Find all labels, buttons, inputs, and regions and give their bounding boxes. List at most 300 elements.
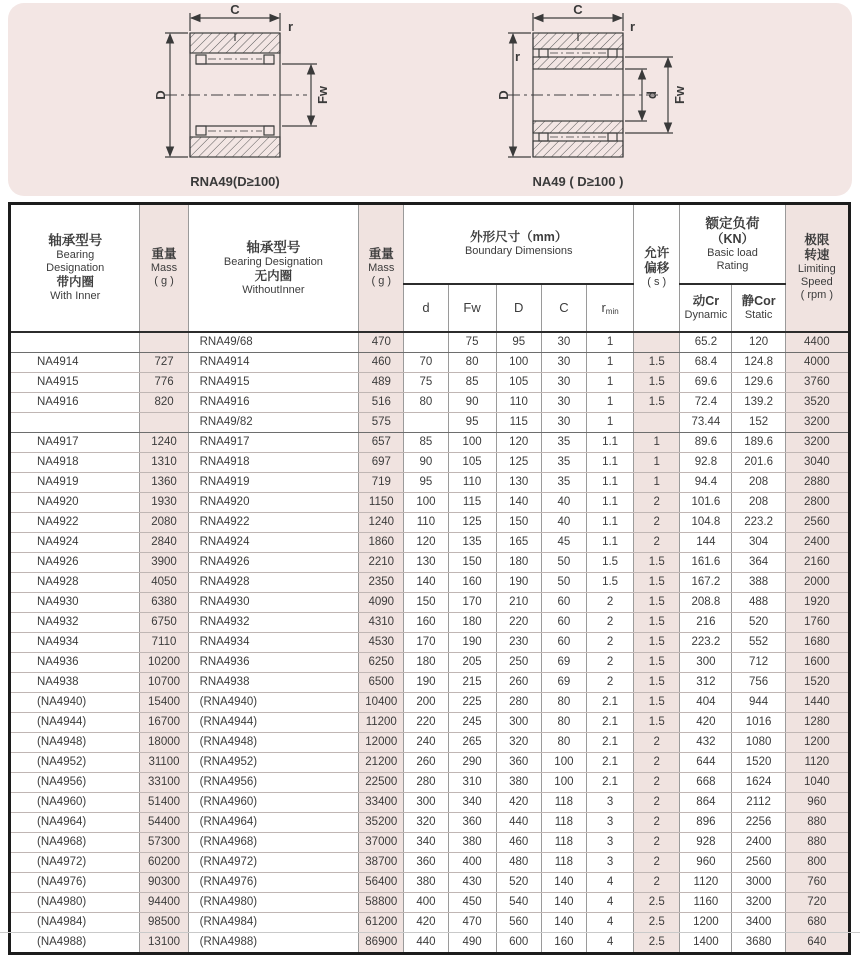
cell: RNA4928 <box>188 572 359 592</box>
cell: 86900 <box>359 932 404 953</box>
cell: RNA4917 <box>188 432 359 452</box>
cell: (NA4984) <box>10 912 140 932</box>
cell: 756 <box>732 672 785 692</box>
cell: (NA4972) <box>10 852 140 872</box>
cell: 364 <box>732 552 785 572</box>
cell: 58800 <box>359 892 404 912</box>
cell: 450 <box>448 892 496 912</box>
cell: 312 <box>680 672 732 692</box>
table-row <box>10 732 850 752</box>
cell: (RNA4956) <box>188 772 359 792</box>
bottom-divider <box>0 932 860 933</box>
cell: 320 <box>496 732 541 752</box>
cell: 223.2 <box>680 632 732 652</box>
header-dim-rmin <box>586 284 633 332</box>
cell: 1 <box>586 352 633 372</box>
header-speed-unit: ( rpm ) <box>800 289 834 302</box>
cell: 1040 <box>785 772 849 792</box>
cell: NA4938 <box>10 672 140 692</box>
cell: 1.1 <box>586 472 633 492</box>
cell: 2112 <box>732 792 785 812</box>
cell: 69 <box>541 652 586 672</box>
cell: 1200 <box>785 732 849 752</box>
cell: 600 <box>496 932 541 953</box>
rna49-dim-r: r <box>288 19 294 34</box>
table-row <box>10 752 850 772</box>
cell: 18000 <box>140 732 188 752</box>
cell: NA4924 <box>10 532 140 552</box>
cell: 150 <box>404 592 448 612</box>
cell: 65.2 <box>680 332 732 353</box>
cell: (RNA4972) <box>188 852 359 872</box>
cell: 1150 <box>359 492 404 512</box>
table-row <box>10 412 850 432</box>
na49-dim-c: C <box>573 5 583 17</box>
table-row <box>10 892 850 912</box>
cell: 16700 <box>140 712 188 732</box>
cell: (RNA4960) <box>188 792 359 812</box>
cell: 2 <box>634 872 680 892</box>
cell: 400 <box>448 852 496 872</box>
cell: 215 <box>448 672 496 692</box>
cell: 22500 <box>359 772 404 792</box>
cell: 2 <box>586 592 633 612</box>
table-row <box>10 432 850 452</box>
cell: NA4934 <box>10 632 140 652</box>
cell: 2 <box>634 512 680 532</box>
cell: 2256 <box>732 812 785 832</box>
cell: 1.5 <box>634 692 680 712</box>
cell: 11200 <box>359 712 404 732</box>
cell: 94.4 <box>680 472 732 492</box>
cell: 4 <box>586 912 633 932</box>
cell: RNA4932 <box>188 612 359 632</box>
cell: 144 <box>680 532 732 552</box>
cell: 960 <box>680 852 732 872</box>
cell: 820 <box>140 392 188 412</box>
cell: 2 <box>634 792 680 812</box>
cell: 760 <box>785 872 849 892</box>
cell: 60 <box>541 612 586 632</box>
cell: 68.4 <box>680 352 732 372</box>
cell: 124.8 <box>732 352 785 372</box>
header-dim-D: D <box>496 284 541 332</box>
cell: 4400 <box>785 332 849 353</box>
cell: 2880 <box>785 472 849 492</box>
cell: 4000 <box>785 352 849 372</box>
cell: 880 <box>785 812 849 832</box>
cell: 727 <box>140 352 188 372</box>
cell: 125 <box>496 452 541 472</box>
table-row <box>10 772 850 792</box>
table-row <box>10 532 850 552</box>
cell: NA4928 <box>10 572 140 592</box>
cell: 150 <box>448 552 496 572</box>
cell: 10700 <box>140 672 188 692</box>
na49-dim-fw: Fw <box>672 85 687 105</box>
cell: 3200 <box>785 432 849 452</box>
table-body <box>10 332 850 954</box>
cell: RNA4915 <box>188 372 359 392</box>
cell: 2.1 <box>586 692 633 712</box>
cell: (NA4960) <box>10 792 140 812</box>
cell: 1680 <box>785 632 849 652</box>
cell <box>10 412 140 432</box>
cell: 1 <box>586 392 633 412</box>
cell: 69 <box>541 672 586 692</box>
cell: 2 <box>634 492 680 512</box>
cell: 1 <box>586 412 633 432</box>
header-without-inner <box>188 204 359 332</box>
cell: 50 <box>541 572 586 592</box>
cell: 45 <box>541 532 586 552</box>
cell: 4 <box>586 892 633 912</box>
cell: 210 <box>496 592 541 612</box>
cell: 3040 <box>785 452 849 472</box>
header-stacor-en: Static <box>744 308 773 321</box>
na49-caption: NA49 ( D≥100 ) <box>532 174 624 189</box>
cell: (RNA4944) <box>188 712 359 732</box>
cell: 56400 <box>359 872 404 892</box>
header-mass1-en: Mass <box>150 262 178 275</box>
cell: 35200 <box>359 812 404 832</box>
cell: 152 <box>732 412 785 432</box>
cell: 300 <box>496 712 541 732</box>
table-row <box>10 552 850 572</box>
cell: 92.8 <box>680 452 732 472</box>
cell: 33100 <box>140 772 188 792</box>
cell: (RNA4940) <box>188 692 359 712</box>
cell: 640 <box>785 932 849 953</box>
cell: 340 <box>448 792 496 812</box>
cell: 208 <box>732 492 785 512</box>
header-dim-C: C <box>541 284 586 332</box>
cell: 1016 <box>732 712 785 732</box>
header-with-inner-zh: 轴承型号 <box>48 233 103 249</box>
cell: 1.1 <box>586 512 633 532</box>
header-speed-en2: Speed <box>800 276 833 289</box>
table-row <box>10 592 850 612</box>
cell: 540 <box>496 892 541 912</box>
cell: 4310 <box>359 612 404 632</box>
cell: 105 <box>496 372 541 392</box>
cell: 260 <box>496 672 541 692</box>
cell: 1.1 <box>586 432 633 452</box>
cell: 161.6 <box>680 552 732 572</box>
cell: 657 <box>359 432 404 452</box>
cell: 69.6 <box>680 372 732 392</box>
cell: 220 <box>496 612 541 632</box>
cell: 2400 <box>785 532 849 552</box>
cell: 3 <box>586 792 633 812</box>
cell: 110 <box>496 392 541 412</box>
cell: (NA4968) <box>10 832 140 852</box>
cell: 1 <box>634 452 680 472</box>
cell: 220 <box>404 712 448 732</box>
cell: 37000 <box>359 832 404 852</box>
cell: 1.5 <box>634 652 680 672</box>
table-row <box>10 792 850 812</box>
cell: 3680 <box>732 932 785 953</box>
cell: 140 <box>541 912 586 932</box>
cell: 70 <box>404 352 448 372</box>
rna49-dim-fw: Fw <box>315 85 330 105</box>
table-row <box>10 392 850 412</box>
cell: 30 <box>541 392 586 412</box>
cell: 110 <box>448 472 496 492</box>
cell: 21200 <box>359 752 404 772</box>
header-speed-zh2: 转速 <box>804 248 830 263</box>
cell: 6500 <box>359 672 404 692</box>
cell: 896 <box>680 812 732 832</box>
header-mass1-zh: 重量 <box>151 247 177 262</box>
cell: 6250 <box>359 652 404 672</box>
cell: 1.1 <box>586 452 633 472</box>
cell: 130 <box>496 472 541 492</box>
cell: 1760 <box>785 612 849 632</box>
cell: 30 <box>541 412 586 432</box>
cell: 480 <box>496 852 541 872</box>
cell: 15400 <box>140 692 188 712</box>
cell: NA4918 <box>10 452 140 472</box>
cell: 180 <box>448 612 496 632</box>
cell: 1.5 <box>634 552 680 572</box>
cell: 1080 <box>732 732 785 752</box>
cell: 3 <box>586 852 633 872</box>
cell: 1624 <box>732 772 785 792</box>
cell: RNA4926 <box>188 552 359 572</box>
cell: (RNA4980) <box>188 892 359 912</box>
table-row <box>10 632 850 652</box>
cell: 2 <box>634 732 680 752</box>
cell: 90 <box>404 452 448 472</box>
cell: 80 <box>404 392 448 412</box>
cell: 280 <box>404 772 448 792</box>
cell: 208.8 <box>680 592 732 612</box>
cell: 250 <box>496 652 541 672</box>
cell: 110 <box>404 512 448 532</box>
cell: 85 <box>404 432 448 452</box>
table-row <box>10 352 850 372</box>
cell: 2800 <box>785 492 849 512</box>
cell: 404 <box>680 692 732 712</box>
header-mass-1 <box>140 204 188 332</box>
cell: NA4930 <box>10 592 140 612</box>
cell: 167.2 <box>680 572 732 592</box>
cell: (NA4948) <box>10 732 140 752</box>
cell: 60 <box>541 592 586 612</box>
cell: 3900 <box>140 552 188 572</box>
cell: 2560 <box>785 512 849 532</box>
header-without-inner-zh2: 无内圈 <box>254 268 293 283</box>
cell: 115 <box>496 412 541 432</box>
header-load-zh: 额定负荷 <box>705 215 760 231</box>
cell: 490 <box>448 932 496 953</box>
cell: 4530 <box>359 632 404 652</box>
cell: 160 <box>541 932 586 953</box>
table-row <box>10 332 850 353</box>
cell: 160 <box>404 612 448 632</box>
cell: 150 <box>496 512 541 532</box>
cell: NA4922 <box>10 512 140 532</box>
cell: (NA4944) <box>10 712 140 732</box>
header-speed-zh1: 极限 <box>804 233 830 248</box>
cell: 3000 <box>732 872 785 892</box>
cell: 75 <box>404 372 448 392</box>
cell: 101.6 <box>680 492 732 512</box>
cell: 50 <box>541 552 586 572</box>
cell: 944 <box>732 692 785 712</box>
cell: 1.5 <box>586 572 633 592</box>
cell: 470 <box>359 332 404 353</box>
cell: RNA4936 <box>188 652 359 672</box>
cell: 489 <box>359 372 404 392</box>
cell: 520 <box>496 872 541 892</box>
cell: 470 <box>448 912 496 932</box>
cell: 85 <box>448 372 496 392</box>
cell: 2.1 <box>586 772 633 792</box>
cell: 140 <box>541 892 586 912</box>
cell: NA4915 <box>10 372 140 392</box>
cell: 1.1 <box>586 532 633 552</box>
cell: 10400 <box>359 692 404 712</box>
cell: 208 <box>732 472 785 492</box>
table-row <box>10 512 850 532</box>
cell: 89.6 <box>680 432 732 452</box>
cell: 864 <box>680 792 732 812</box>
cell: 190 <box>448 632 496 652</box>
cell: 189.6 <box>732 432 785 452</box>
header-load-en1: Basic load <box>707 246 758 259</box>
cell: 1120 <box>680 872 732 892</box>
cell: 1.5 <box>634 392 680 412</box>
cell: 165 <box>496 532 541 552</box>
cell: 3200 <box>732 892 785 912</box>
cell: 1520 <box>785 672 849 692</box>
cell: 3 <box>586 812 633 832</box>
cell: 1.5 <box>586 552 633 572</box>
cell: 432 <box>680 732 732 752</box>
cell <box>140 332 188 353</box>
cell: 130 <box>404 552 448 572</box>
cell: 388 <box>732 572 785 592</box>
cell: 1930 <box>140 492 188 512</box>
cell: 360 <box>404 852 448 872</box>
rna49-dim-c: C <box>230 5 240 17</box>
cell: NA4914 <box>10 352 140 372</box>
cell: 13100 <box>140 932 188 953</box>
cell: 170 <box>404 632 448 652</box>
header-with-inner-en3: With Inner <box>50 290 101 303</box>
cell: 200 <box>404 692 448 712</box>
cell: 2.1 <box>586 732 633 752</box>
cell: 2560 <box>732 852 785 872</box>
cell: 2 <box>634 852 680 872</box>
cell: 1 <box>586 372 633 392</box>
cell: 712 <box>732 652 785 672</box>
cell: 1200 <box>680 912 732 932</box>
cell: 260 <box>404 752 448 772</box>
header-offset-unit: ( s ) <box>647 276 667 289</box>
cell: 3520 <box>785 392 849 412</box>
cell: 1.5 <box>634 592 680 612</box>
cell: 1.1 <box>586 492 633 512</box>
table-row <box>10 832 850 852</box>
cell: 1280 <box>785 712 849 732</box>
cell: 118 <box>541 832 586 852</box>
header-load-kn: （KN） <box>710 231 755 246</box>
cell: 94400 <box>140 892 188 912</box>
header-dyncr-zh: 动Cr <box>692 293 720 308</box>
na49-dim-r-top: r <box>630 19 636 34</box>
header-stacor-zh: 静Cor <box>741 293 776 308</box>
cell: RNA4934 <box>188 632 359 652</box>
cell: 2 <box>634 752 680 772</box>
header-with-inner-zh2: 带内圈 <box>56 275 94 290</box>
header-rmin-r: r <box>601 299 606 315</box>
cell: 300 <box>404 792 448 812</box>
cell: 33400 <box>359 792 404 812</box>
cell <box>10 332 140 353</box>
header-mass2-en: Mass <box>368 262 395 275</box>
cell: 4 <box>586 872 633 892</box>
cell: RNA4920 <box>188 492 359 512</box>
cell: 310 <box>448 772 496 792</box>
cell: 1400 <box>680 932 732 953</box>
cell: 1600 <box>785 652 849 672</box>
cell: 320 <box>404 812 448 832</box>
cell: 80 <box>541 732 586 752</box>
cell: 2400 <box>732 832 785 852</box>
cell: 440 <box>404 932 448 953</box>
header-dyncr-en: Dynamic <box>684 308 728 321</box>
cell: 1520 <box>732 752 785 772</box>
table-row <box>10 372 850 392</box>
cell: NA4932 <box>10 612 140 632</box>
header-allowed-offset <box>634 204 680 332</box>
cell: 180 <box>496 552 541 572</box>
cell: 3 <box>586 832 633 852</box>
header-mass2-unit: ( g ) <box>371 275 392 288</box>
cell: 575 <box>359 412 404 432</box>
cell: 72.4 <box>680 392 732 412</box>
cell: 6380 <box>140 592 188 612</box>
header-without-inner-en2: WithoutInner <box>242 283 305 296</box>
table-row <box>10 652 850 672</box>
cell <box>404 332 448 353</box>
cell: 400 <box>404 892 448 912</box>
cell: 3200 <box>785 412 849 432</box>
cell: 54400 <box>140 812 188 832</box>
cell: 95 <box>404 472 448 492</box>
cell: 460 <box>359 352 404 372</box>
header-with-inner <box>10 204 140 332</box>
cell: 880 <box>785 832 849 852</box>
cell: 140 <box>541 872 586 892</box>
cell: 105 <box>448 452 496 472</box>
header-dim-fw: Fw <box>448 284 496 332</box>
cell: 61200 <box>359 912 404 932</box>
cell: (NA4952) <box>10 752 140 772</box>
cell: RNA4914 <box>188 352 359 372</box>
rna49-dim-d-outer: D <box>153 90 168 100</box>
cell: 1 <box>586 332 633 353</box>
header-speed-en1: Limiting <box>797 263 836 276</box>
cell: 680 <box>785 912 849 932</box>
cell: 697 <box>359 452 404 472</box>
cell: 3400 <box>732 912 785 932</box>
cell: 100 <box>541 772 586 792</box>
